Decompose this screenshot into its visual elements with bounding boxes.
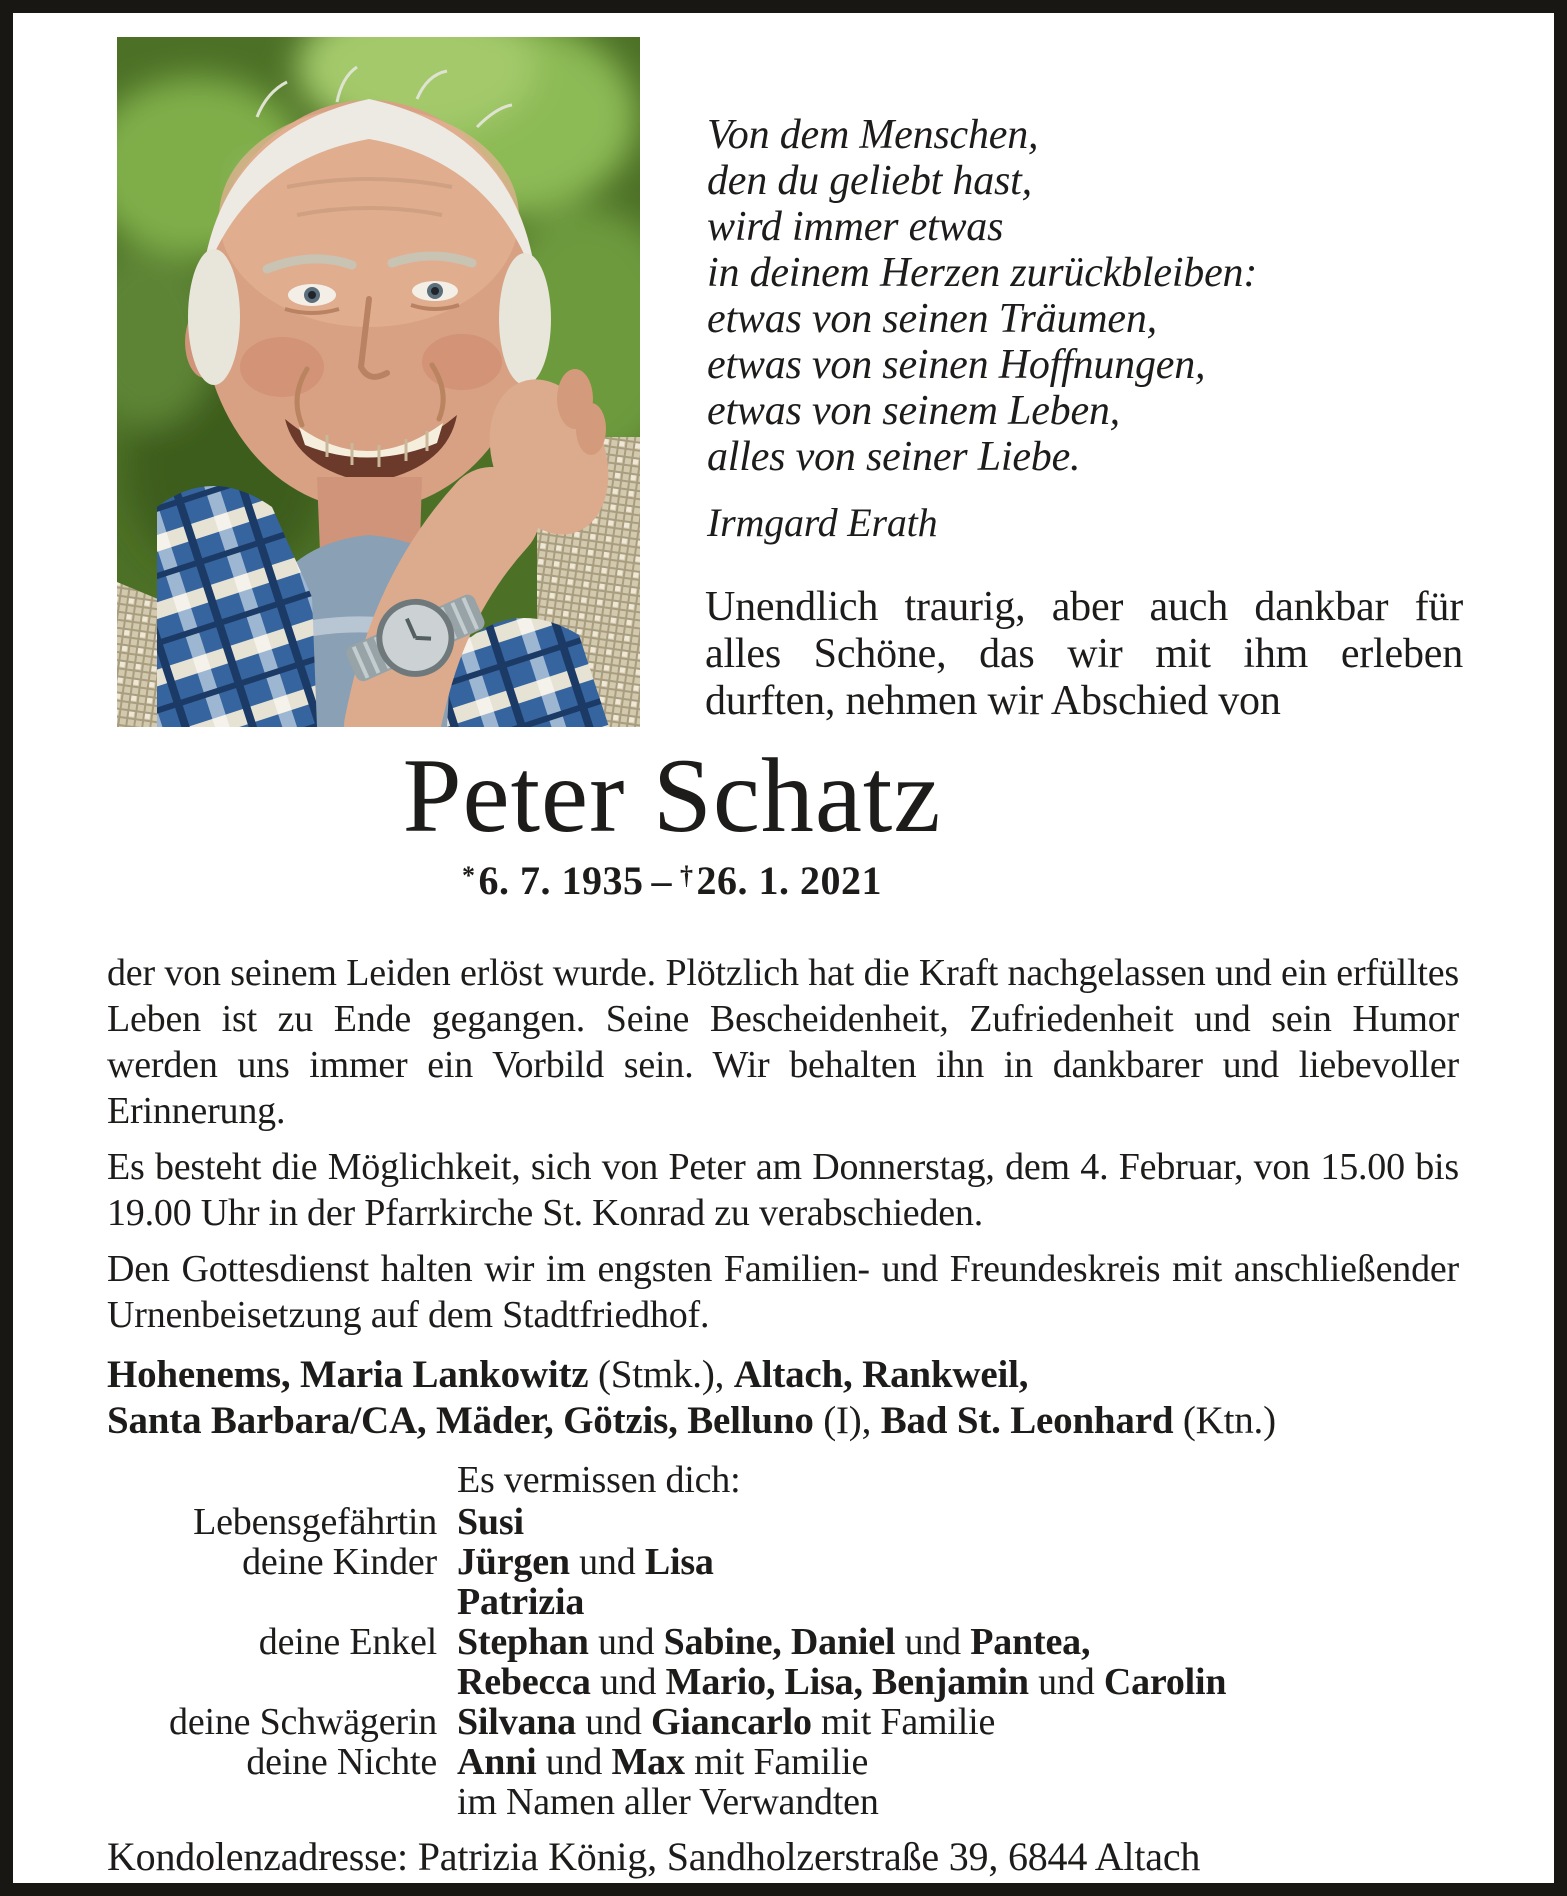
mourner-names: im Namen aller Verwandten	[457, 1781, 879, 1823]
mourner-relation: Lebensgefährtin	[193, 1501, 437, 1543]
locations-line-1	[107, 1352, 1459, 1398]
intro-paragraph: Unendlich traurig, aber auch dankbar für alles Schöne, das wir mit ihm erleben durften, nehmen wir Abschied von	[705, 584, 1463, 724]
mourners-heading: Es vermissen dich:	[457, 1459, 741, 1501]
birth-star-symbol: *	[462, 861, 476, 890]
mourner-row	[107, 1582, 1459, 1622]
mourner-row	[107, 1742, 1459, 1782]
poem	[707, 112, 1257, 546]
location-names: Altach, Rankweil,	[733, 1353, 1029, 1396]
mourner-row	[107, 1542, 1459, 1582]
location-region: (I),	[823, 1399, 881, 1442]
poem-line: etwas von seinem Leben,	[707, 388, 1120, 434]
mourner-relation: deine Enkel	[258, 1621, 437, 1663]
mourner-relation	[107, 1582, 437, 1622]
mourner-names: Silvana und Giancarlo mit Familie	[457, 1701, 996, 1743]
condolence-address: Kondolenzadresse: Patrizia König, Sandholzerstraße 39, 6844 Altach	[107, 1834, 1201, 1879]
mourner-relation: deine Nichte	[246, 1741, 437, 1783]
family-locations	[107, 1352, 1459, 1444]
mourner-names: Anni und Max mit Familie	[457, 1741, 869, 1783]
poem-line: wird immer etwas	[707, 204, 1004, 250]
mourner-relation: deine Schwägerin	[169, 1701, 437, 1743]
notice-body	[107, 950, 1459, 1880]
poem-line: in deinem Herzen zurückbleiben:	[707, 250, 1258, 296]
poem-line: etwas von seinen Träumen,	[707, 296, 1157, 342]
life-dates	[108, 857, 1236, 904]
locations-line-2	[107, 1398, 1459, 1444]
mourner-names: Stephan und Sabine, Daniel und Pantea,	[457, 1621, 1091, 1663]
body-paragraph-2: Es besteht die Möglichkeit, sich von Peter am Donnerstag, dem 4. Februar, von 15.00 bis 19.00 Uhr in der Pfarrkirche St. Konrad zu verabschieden.	[107, 1146, 1459, 1234]
portrait-photo-illustration	[117, 37, 640, 727]
mourner-row	[107, 1662, 1459, 1702]
location-names: Bad St. Leonhard	[880, 1399, 1183, 1442]
portrait-photo	[117, 37, 640, 727]
mourner-relation	[107, 1662, 437, 1702]
location-region: (Stmk.),	[597, 1353, 734, 1396]
mourner-names: Patrizia	[457, 1581, 585, 1623]
mourner-relation: deine Kinder	[242, 1541, 437, 1583]
mourner-row	[107, 1502, 1459, 1542]
notice-content	[13, 13, 1554, 1883]
poem-line: den du geliebt hast,	[707, 158, 1032, 204]
poem-line: alles von seiner Liebe.	[707, 434, 1081, 480]
location-names: Santa Barbara/CA, Mäder, Götzis, Belluno	[107, 1399, 824, 1442]
mourner-names: Jürgen und Lisa	[457, 1541, 714, 1583]
death-date: 26. 1. 2021	[696, 858, 882, 903]
poem-attribution: Irmgard Erath	[707, 500, 938, 545]
body-paragraph-3: Den Gottesdienst halten wir im engsten Familien- und Freundeskreis mit anschließender Urnenbeisetzung auf dem Stadtfriedhof.	[107, 1248, 1459, 1336]
mourner-names: Rebecca und Mario, Lisa, Benjamin und Carolin	[457, 1661, 1227, 1703]
location-names: Hohenems, Maria Lankowitz	[107, 1353, 598, 1396]
mourner-relation	[107, 1782, 437, 1822]
mourner-names: Susi	[457, 1501, 524, 1543]
mourner-row	[107, 1782, 1459, 1822]
mourners-list	[107, 1458, 1459, 1822]
poem-line: Von dem Menschen,	[707, 112, 1039, 158]
mourner-row	[107, 1702, 1459, 1742]
location-region: (Ktn.)	[1182, 1399, 1276, 1442]
death-dagger-symbol: †	[680, 861, 694, 890]
name-block	[108, 737, 1236, 904]
body-paragraph-1: der von seinem Leiden erlöst wurde. Plötzlich hat die Kraft nachgelassen und ein erfülltes Leben ist zu Ende gegangen. Seine Bescheidenheit, Zufriedenheit und sein Humor werden uns immer ein Vorbild sein. Wir behalten ihn in dankbarer und liebevoller Erinnerung.	[107, 952, 1459, 1132]
dates-separator: –	[651, 858, 672, 903]
poem-line: etwas von seinen Hoffnungen,	[707, 342, 1206, 388]
birth-date: 6. 7. 1935	[478, 858, 644, 903]
deceased-name: Peter Schatz	[402, 737, 942, 854]
mourner-row	[107, 1622, 1459, 1662]
